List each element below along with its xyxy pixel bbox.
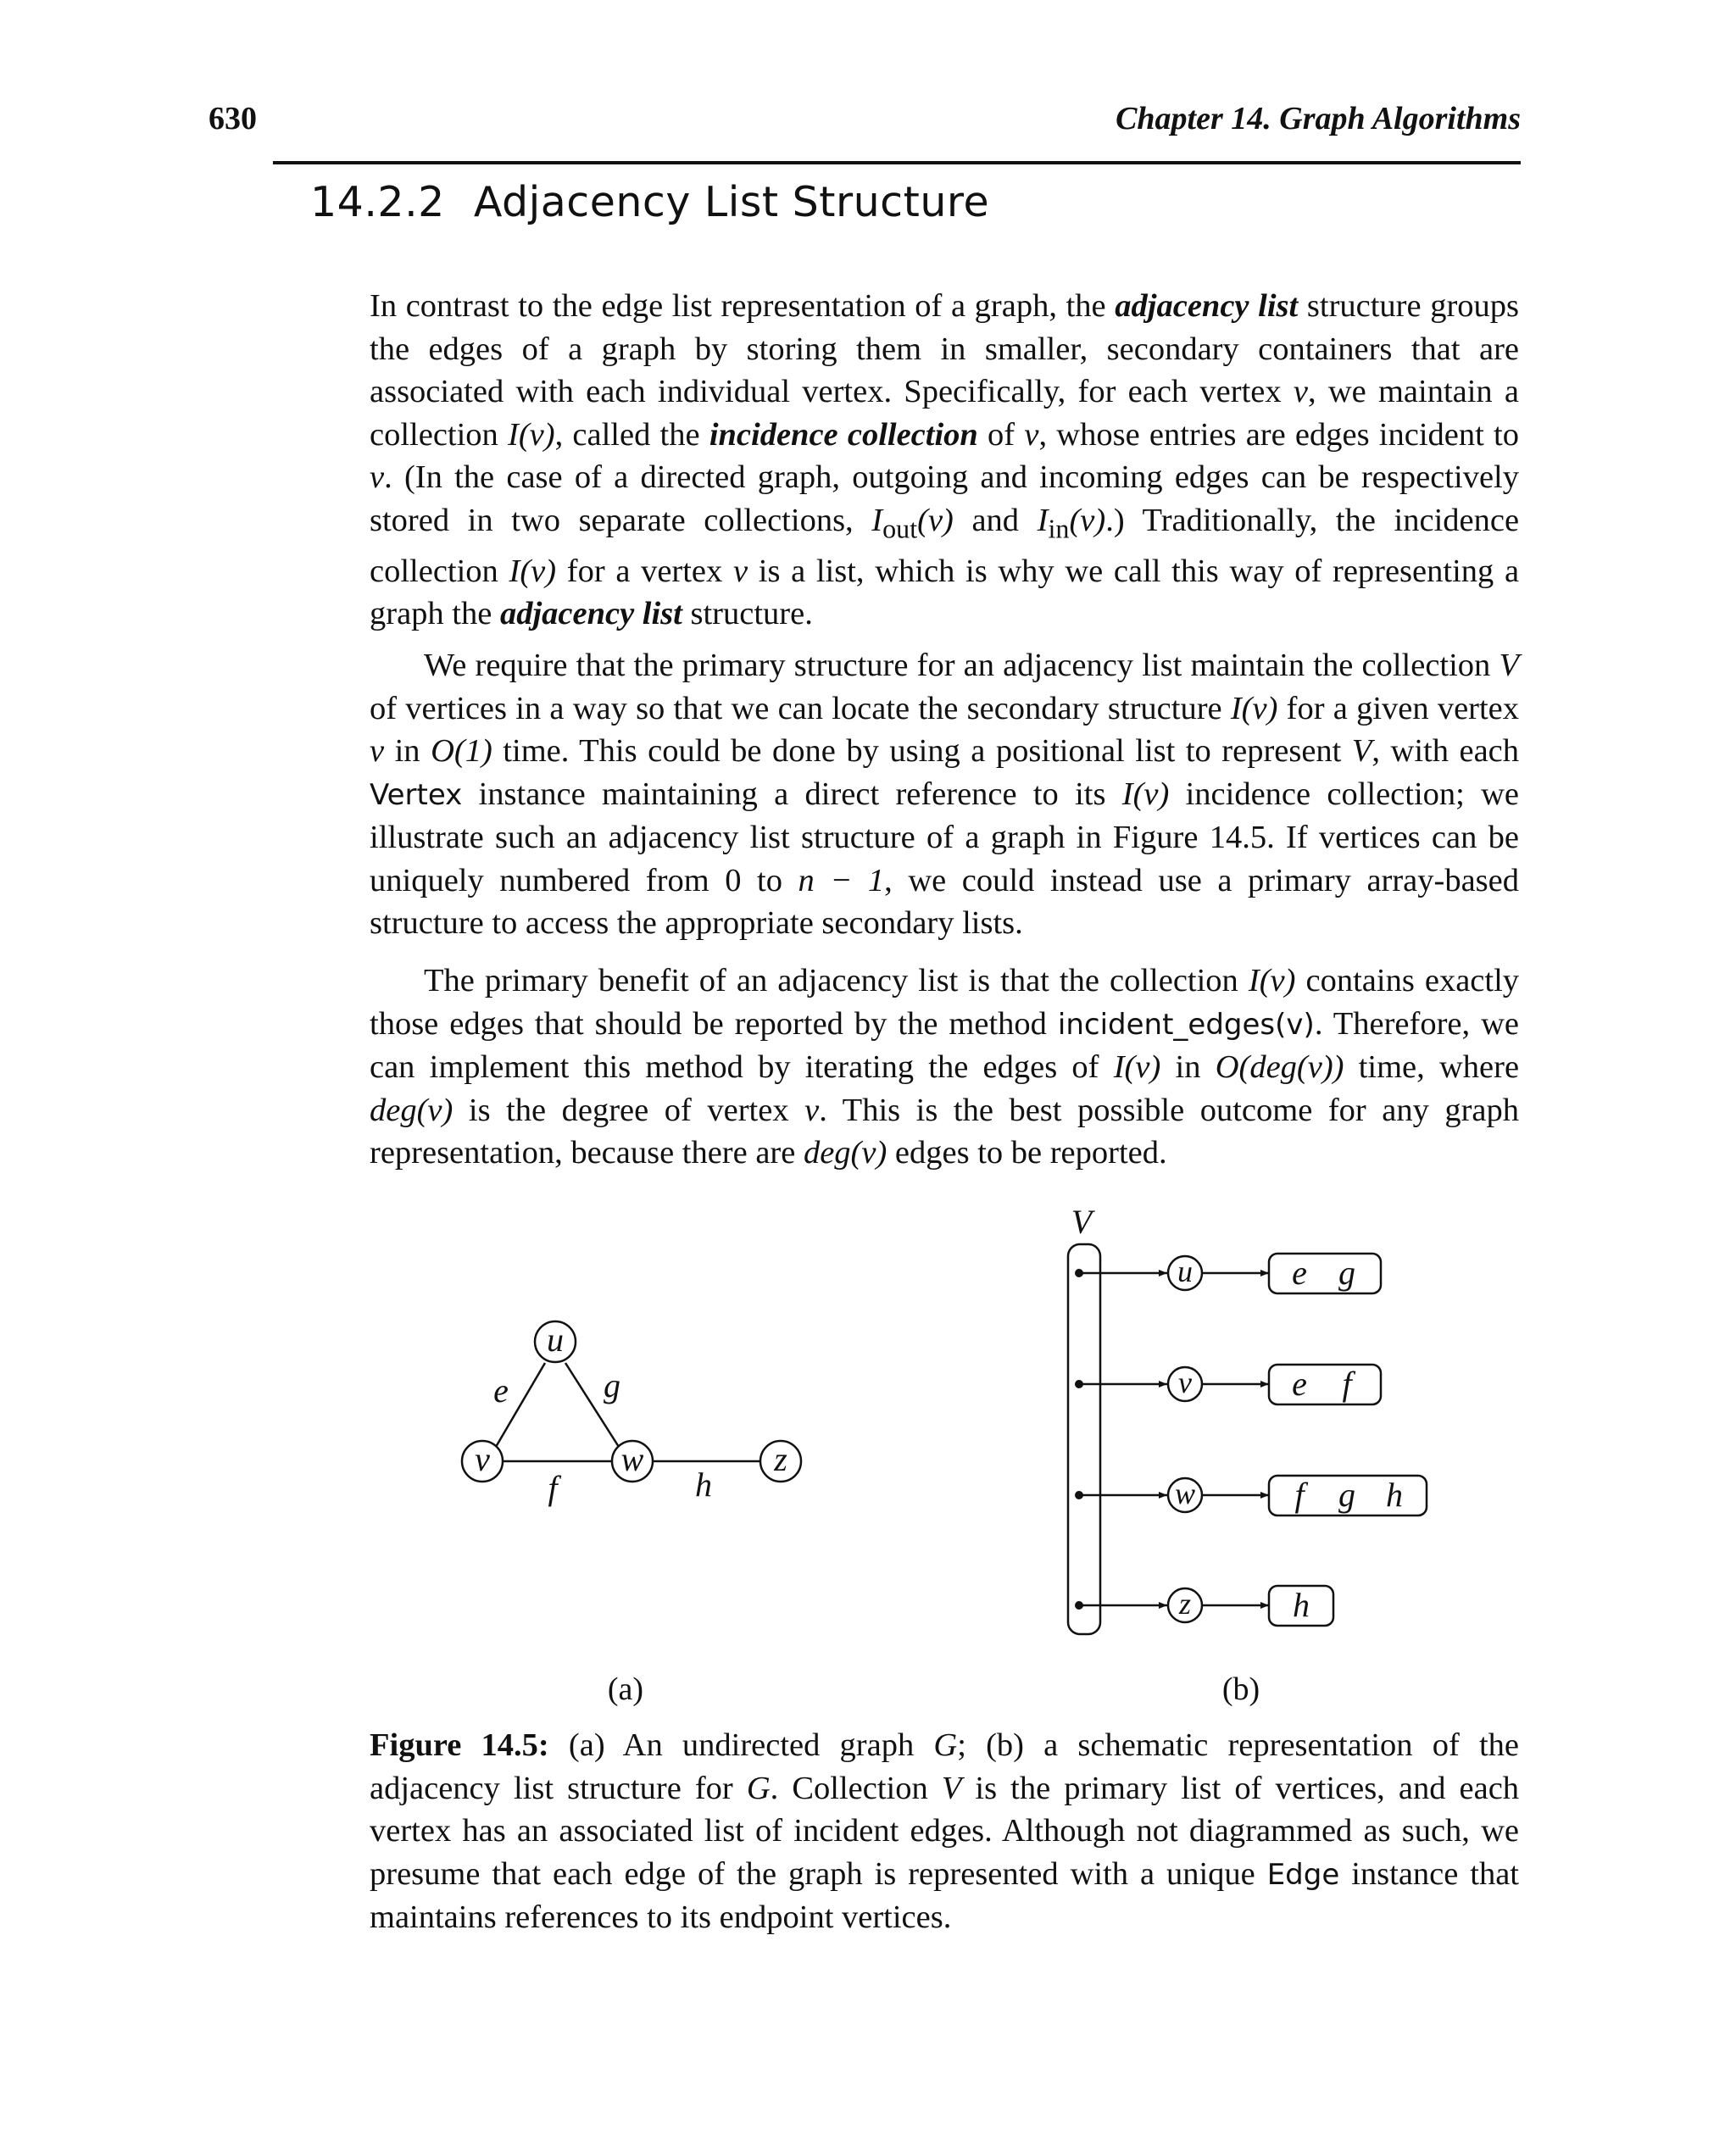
- page-number: 630: [209, 101, 257, 136]
- incidence-edge: f: [1294, 1476, 1305, 1514]
- vertex-node-label: v: [1178, 1365, 1192, 1399]
- subfigure-label-a: (a): [607, 1671, 644, 1707]
- term-adjacency-list: adjacency list: [1115, 288, 1299, 324]
- paragraph-1: In contrast to the edge list representation of a graph, the adjacency list structure groups the edges of a graph by storing them in smaller, secondary containers that are associated with each individual vertex. Specifically, for each vertex v, we maintain a collection I(v), called the incidence collection of v, whose entries are edges incident to v. (In the case of a directed graph, outgoing and incoming edges can be respectively stored in two separate collections, $I_{out}(v)$ and $I_{in}(v)$.) Traditionally, the incidence collection I(v) for a vertex v is a list, which is why we call this way of representing a graph the adjacency list structure.: [370, 288, 1520, 632]
- incidence-list-u: [1269, 1254, 1381, 1293]
- incidence-edge: g: [1338, 1476, 1355, 1514]
- vertex-z-label: z: [774, 1440, 787, 1478]
- incidence-edge: h: [1293, 1586, 1310, 1624]
- edge-f-label: f: [548, 1469, 558, 1507]
- section-title: Adjacency List Structure: [473, 178, 990, 226]
- edge-e-label: e: [493, 1371, 509, 1410]
- edge-g-label: g: [604, 1366, 620, 1404]
- adjacency-list-b: [1068, 1203, 1427, 1634]
- incidence-list-v: [1269, 1365, 1381, 1404]
- term-adjacency-list-2: adjacency list: [499, 596, 682, 632]
- chapter-title: Chapter 14. Graph Algorithms: [1116, 101, 1521, 136]
- vertex-v-label: v: [475, 1440, 490, 1478]
- caption-label: Figure 14.5:: [370, 1727, 549, 1763]
- row-z: [1075, 1586, 1333, 1626]
- edge-h-label: h: [695, 1465, 712, 1504]
- vertex-node-label: z: [1178, 1587, 1192, 1621]
- vertex-u-label: u: [547, 1321, 564, 1359]
- row-v: [1075, 1365, 1381, 1404]
- vertex-node-label: u: [1177, 1254, 1193, 1288]
- row-w: [1075, 1476, 1427, 1515]
- row-u: [1075, 1254, 1381, 1293]
- figure-caption: Figure 14.5: (a) An undirected graph G; (b) a schematic representation of the adjacency list structure for G. Collection V is the primary list of vertices, and each vertex has an associated list of incident edges. Although not diagrammed as such, we presume that each edge of the graph is represented with a unique Edge instance that maintains references to its endpoint vertices.: [370, 1727, 1520, 1935]
- primary-collection-v: [1068, 1244, 1100, 1634]
- section-number: 14.2.2: [310, 178, 445, 226]
- incidence-edge: g: [1338, 1254, 1355, 1292]
- incidence-edge: h: [1386, 1476, 1403, 1514]
- vertex-w-label: w: [620, 1440, 644, 1478]
- paragraph-3: The primary benefit of an adjacency list is that the collection I(v) contains exactly those edges that should be reported by the method incident_edges(v). Therefore, we can implement this method by iterating the edges of I(v) in O(deg(v)) time, where deg(v) is the degree of vertex v. This is the best possible outcome for any graph representation, because there are deg(v) edges to be reported.: [370, 963, 1520, 1171]
- code-edge: Edge: [1266, 1857, 1340, 1892]
- primary-collection-label: V: [1071, 1203, 1093, 1241]
- vertex-node-label: w: [1174, 1476, 1196, 1510]
- code-vertex: Vertex: [370, 777, 463, 812]
- incidence-edge: f: [1342, 1365, 1352, 1403]
- subfigure-label-b: (b): [1221, 1671, 1260, 1707]
- code-incident-edges: incident_edges(v): [1057, 1007, 1315, 1042]
- paragraph-2: We require that the primary structure for an adjacency list maintain the collection V of vertices in a way so that we can locate the secondary structure I(v) for a given vertex v in O(1) time. This could be done by using a positional list to represent V, with each Vertex instance maintaining a direct reference to its I(v) incidence collection; we illustrate such an adjacency list structure of a graph in Figure 14.5. If vertices can be uniquely numbered from 0 to n − 1, we could instead use a primary array-based structure to access the appropriate secondary lists.: [370, 648, 1520, 941]
- term-incidence-collection: incidence collection: [709, 416, 978, 453]
- incidence-edge: e: [1292, 1365, 1307, 1403]
- incidence-edge: e: [1292, 1254, 1307, 1292]
